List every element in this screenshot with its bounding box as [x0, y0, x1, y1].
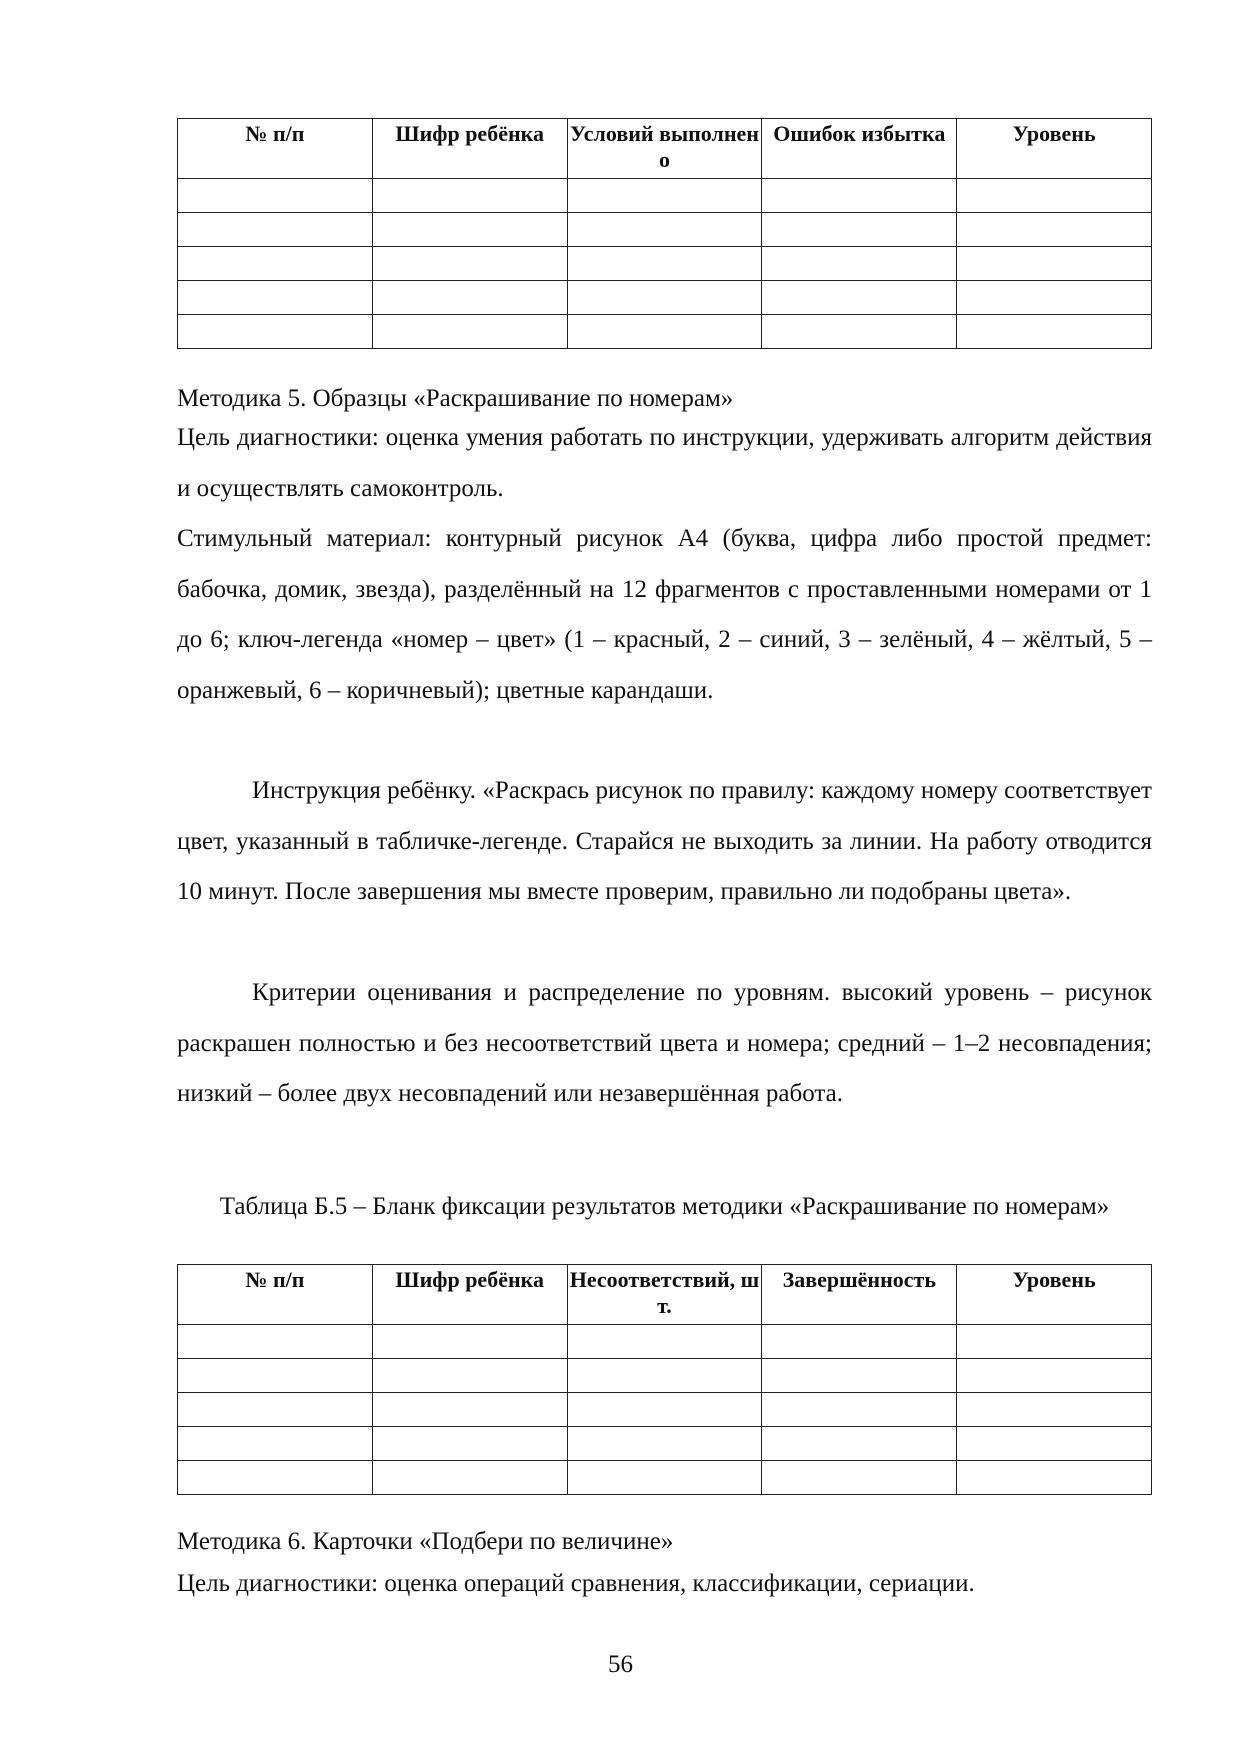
table-row [178, 315, 1152, 349]
table-cell [372, 213, 567, 247]
table-cell [372, 1461, 567, 1495]
method-5-criteria: Критерии оценивания и распределение по уровням. высокий уровень – рисунок раскрашен полностью и без несоответствий цвета и номера; средний – 1–2 несовпадения; низкий – более двух несовпадений или незавершённая работа. [177, 979, 1152, 1107]
table-cell [567, 213, 762, 247]
table-cell [567, 247, 762, 281]
table-cell [762, 213, 957, 247]
table-cell [762, 247, 957, 281]
column-header-child-code: Шифр ребёнка [372, 1265, 567, 1325]
method-6-goal: Цель диагностики: оценка операций сравнения, классификации, сериации. [177, 1570, 975, 1597]
table-cell [957, 1393, 1152, 1427]
table-cell [957, 281, 1152, 315]
table-row [178, 1325, 1152, 1359]
page-number: 56 [608, 1651, 633, 1678]
column-header-level: Уровень [957, 119, 1152, 179]
table-cell [567, 1325, 762, 1359]
table-cell [762, 1325, 957, 1359]
table-row [178, 1359, 1152, 1393]
method-5-goal: Цель диагностики: оценка умения работать по инструкции, удерживать алгоритм действия и осуществлять самоконтроль. [177, 424, 1152, 502]
column-header-child-code: Шифр ребёнка [372, 119, 567, 179]
table-cell [178, 179, 373, 213]
table-cell [957, 315, 1152, 349]
table-cell [762, 1393, 957, 1427]
table-cell [567, 281, 762, 315]
table-cell [372, 1427, 567, 1461]
table-cell [762, 281, 957, 315]
table-header-row [178, 119, 1152, 179]
table-cell [762, 1461, 957, 1495]
table-cell [372, 281, 567, 315]
column-header-completeness: Завершённость [762, 1265, 957, 1325]
method-5-material: Стимульный материал: контурный рисунок А4 (буква, цифра либо простой предмет: бабочка, домик, звезда), разделённый на 12 фрагментов с проставленными номерами от 1 до 6; ключ-легенда «номер – цвет» (1 – красный, 2 – синий, 3 – зелёный, 4 – жёлтый, 5 – оранжевый, 6 – коричневый); цветные карандаши. [177, 525, 1152, 704]
column-header-conditions-met: Условий выполнено [567, 119, 762, 179]
method-6-title: Методика 6. Карточки «Подбери по величине» [177, 1528, 674, 1555]
table-cell [567, 1359, 762, 1393]
table-header-row [178, 1265, 1152, 1325]
method-5-instruction: Инструкция ребёнку. «Раскрась рисунок по правилу: каждому номеру соответствует цвет, указанный в табличке-легенде. Старайся не выходить за линии. На работу отводится 10 минут. После завершения мы вместе проверим, правильно ли подобраны цвета». [177, 777, 1152, 905]
table-cell [178, 315, 373, 349]
table-cell [178, 1393, 373, 1427]
table-cell [372, 247, 567, 281]
table-row [178, 1427, 1152, 1461]
table-cell [372, 315, 567, 349]
table-cell [178, 247, 373, 281]
table-cell [762, 315, 957, 349]
table-cell [372, 1325, 567, 1359]
table-cell [567, 179, 762, 213]
column-header-level: Уровень [957, 1265, 1152, 1325]
table-row [178, 247, 1152, 281]
table-cell [178, 213, 373, 247]
table-row [178, 1461, 1152, 1495]
table-cell [178, 1461, 373, 1495]
column-header-excess-errors: Ошибок избытка [762, 119, 957, 179]
table-cell [957, 247, 1152, 281]
column-header-number: № п/п [178, 1265, 373, 1325]
table-cell [762, 1427, 957, 1461]
table-row [178, 281, 1152, 315]
table-cell [372, 179, 567, 213]
table-cell [762, 179, 957, 213]
results-table-4 [177, 118, 1152, 349]
table-cell [567, 1427, 762, 1461]
table-cell [567, 1461, 762, 1495]
table-row [178, 213, 1152, 247]
table-cell [178, 281, 373, 315]
table-cell [957, 1325, 1152, 1359]
table-caption: Таблица Б.5 – Бланк фиксации результатов методики «Раскрашивание по номерам» [219, 1193, 1110, 1220]
table-cell [178, 1325, 373, 1359]
column-header-mismatches: Несоответствий, шт. [567, 1265, 762, 1325]
table-cell [957, 1461, 1152, 1495]
method-5-title: Методика 5. Образцы «Раскрашивание по номерам» [177, 385, 734, 412]
table-cell [178, 1359, 373, 1393]
column-header-number: № п/п [178, 119, 373, 179]
table-cell [178, 1427, 373, 1461]
table-row [178, 179, 1152, 213]
table-cell [762, 1359, 957, 1393]
table-cell [372, 1393, 567, 1427]
table-row [178, 1393, 1152, 1427]
results-table-5 [177, 1264, 1152, 1495]
table-cell [957, 213, 1152, 247]
table-cell [567, 315, 762, 349]
table-cell [957, 1359, 1152, 1393]
table-cell [957, 1427, 1152, 1461]
table-cell [372, 1359, 567, 1393]
table-cell [957, 179, 1152, 213]
table-cell [567, 1393, 762, 1427]
